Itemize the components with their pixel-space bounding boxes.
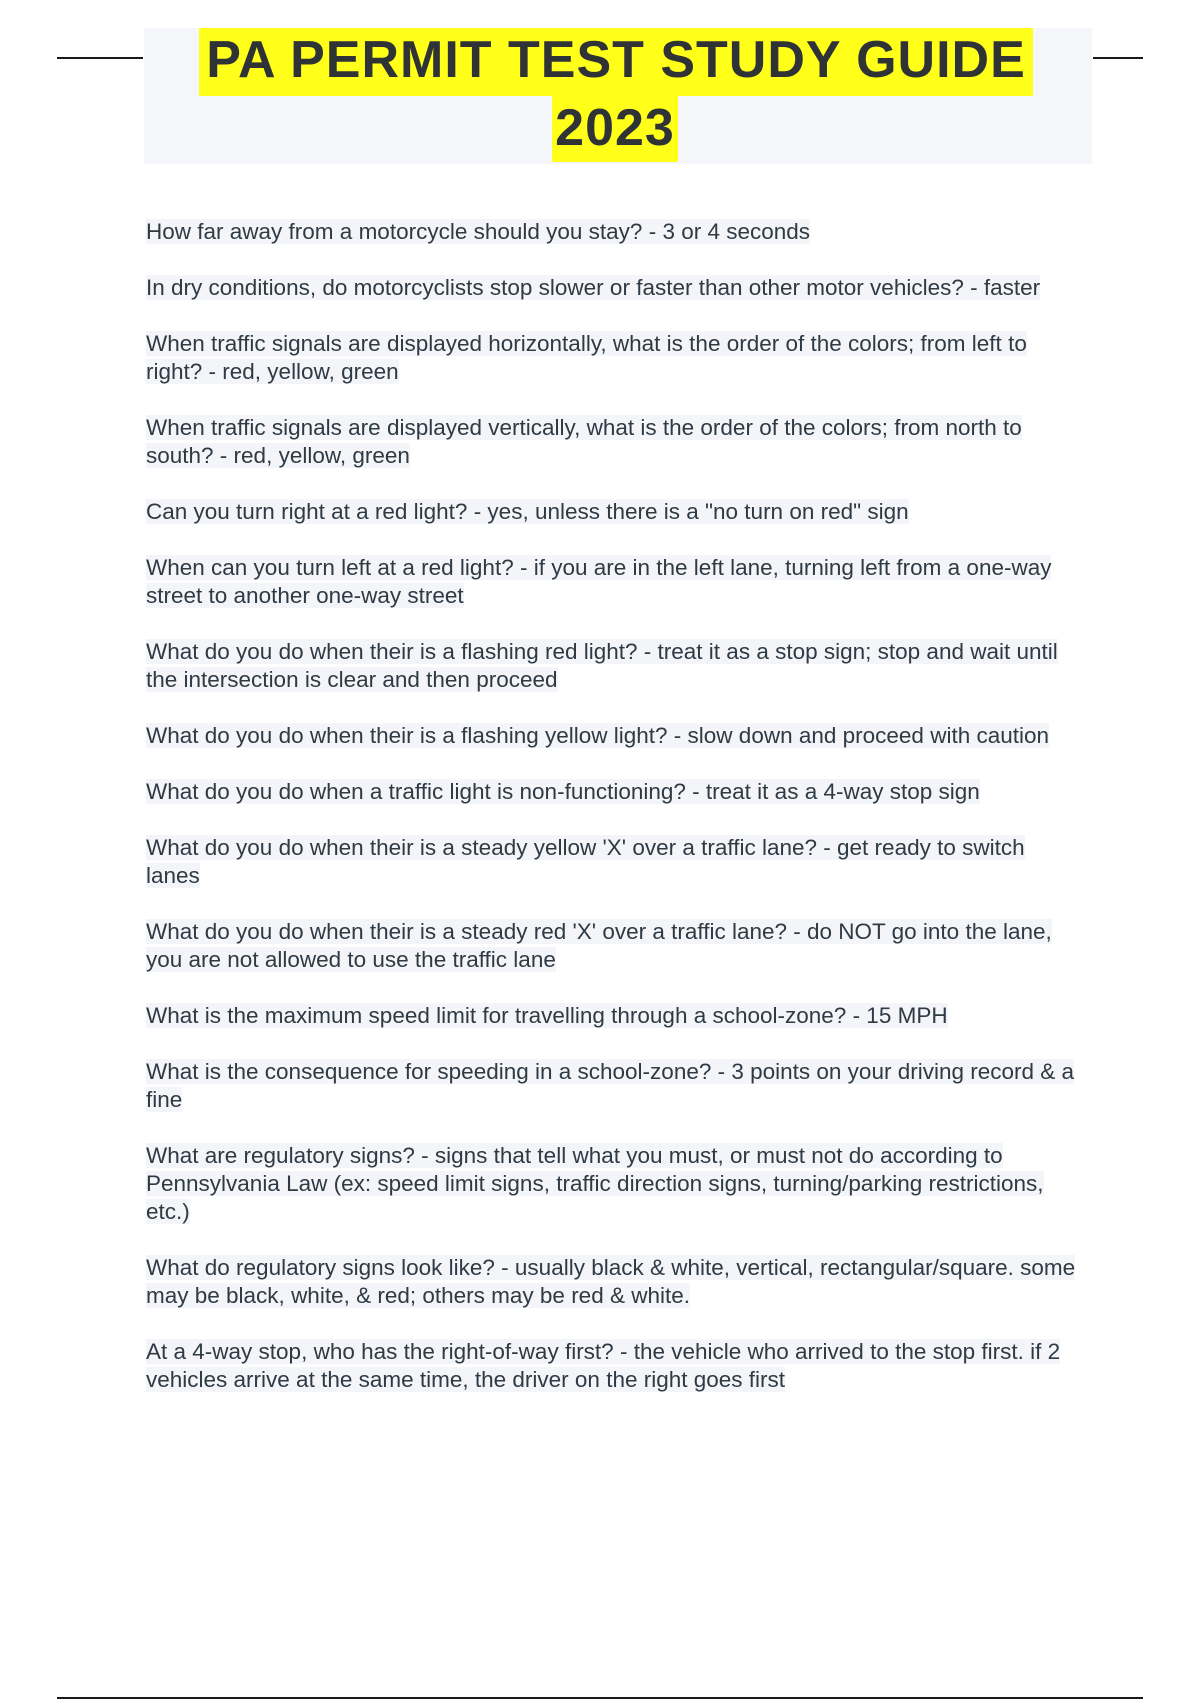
- qa-item-11: [146, 918, 1076, 974]
- qa-item-6: [146, 554, 1076, 610]
- qa-item-2: [146, 274, 1076, 302]
- qa-item-15: [146, 1254, 1076, 1310]
- qa-item-7: [146, 638, 1076, 694]
- page-title-line-2: 2023: [552, 96, 678, 162]
- qa-item-16: [146, 1338, 1076, 1394]
- qa-item-1: [146, 218, 1076, 246]
- footer-rule: [57, 1697, 1143, 1699]
- qa-item-4: [146, 414, 1076, 470]
- qa-text: What is the maximum speed limit for travelling through a school-zone? - 15 MPH: [146, 1003, 948, 1028]
- qa-text: What do you do when their is a flashing yellow light? - slow down and proceed with caution: [146, 723, 1050, 748]
- qa-text: When traffic signals are displayed horizontally, what is the order of the colors; from left to right? - red, yellow, green: [146, 331, 1027, 384]
- title-box: [144, 28, 1092, 164]
- qa-item-3: [146, 330, 1076, 386]
- header-rule-right: [1093, 57, 1143, 59]
- qa-text: What do you do when their is a steady red 'X' over a traffic lane? - do NOT go into the lane, you are not allowed to use the traffic lane: [146, 919, 1052, 972]
- qa-item-14: [146, 1142, 1076, 1226]
- qa-text: In dry conditions, do motorcyclists stop slower or faster than other motor vehicles? - faster: [146, 275, 1041, 300]
- qa-list: [146, 218, 1076, 1422]
- qa-text: Can you turn right at a red light? - yes, unless there is a "no turn on red" sign: [146, 499, 909, 524]
- page-title-line-1: PA PERMIT TEST STUDY GUIDE: [199, 28, 1033, 96]
- header-rule-left: [57, 57, 143, 59]
- qa-text: What do you do when their is a steady yellow 'X' over a traffic lane? - get ready to switch lanes: [146, 835, 1025, 888]
- qa-item-8: [146, 722, 1076, 750]
- qa-item-12: [146, 1002, 1076, 1030]
- qa-item-5: [146, 498, 1076, 526]
- qa-text: How far away from a motorcycle should you stay? - 3 or 4 seconds: [146, 219, 811, 244]
- qa-item-10: [146, 834, 1076, 890]
- qa-text: When traffic signals are displayed vertically, what is the order of the colors; from north to south? - red, yellow, green: [146, 415, 1022, 468]
- qa-text: What is the consequence for speeding in a school-zone? - 3 points on your driving record & a fine: [146, 1059, 1075, 1112]
- qa-text: At a 4-way stop, who has the right-of-way first? - the vehicle who arrived to the stop first. if 2 vehicles arrive at the same time, the driver on the right goes first: [146, 1339, 1061, 1392]
- qa-text: What do regulatory signs look like? - usually black & white, vertical, rectangular/square. some may be black, white, & red; others may be red & white.: [146, 1255, 1076, 1308]
- qa-text: What do you do when their is a flashing red light? - treat it as a stop sign; stop and wait until the intersection is clear and then proceed: [146, 639, 1058, 692]
- qa-text: What do you do when a traffic light is non-functioning? - treat it as a 4-way stop sign: [146, 779, 980, 804]
- qa-item-9: [146, 778, 1076, 806]
- qa-text: When can you turn left at a red light? - if you are in the left lane, turning left from a one-way street to another one-way street: [146, 555, 1052, 608]
- qa-text: What are regulatory signs? - signs that tell what you must, or must not do according to Pennsylvania Law (ex: speed limit signs, traffic direction signs, turning/parking restrictions, etc.): [146, 1143, 1044, 1224]
- qa-item-13: [146, 1058, 1076, 1114]
